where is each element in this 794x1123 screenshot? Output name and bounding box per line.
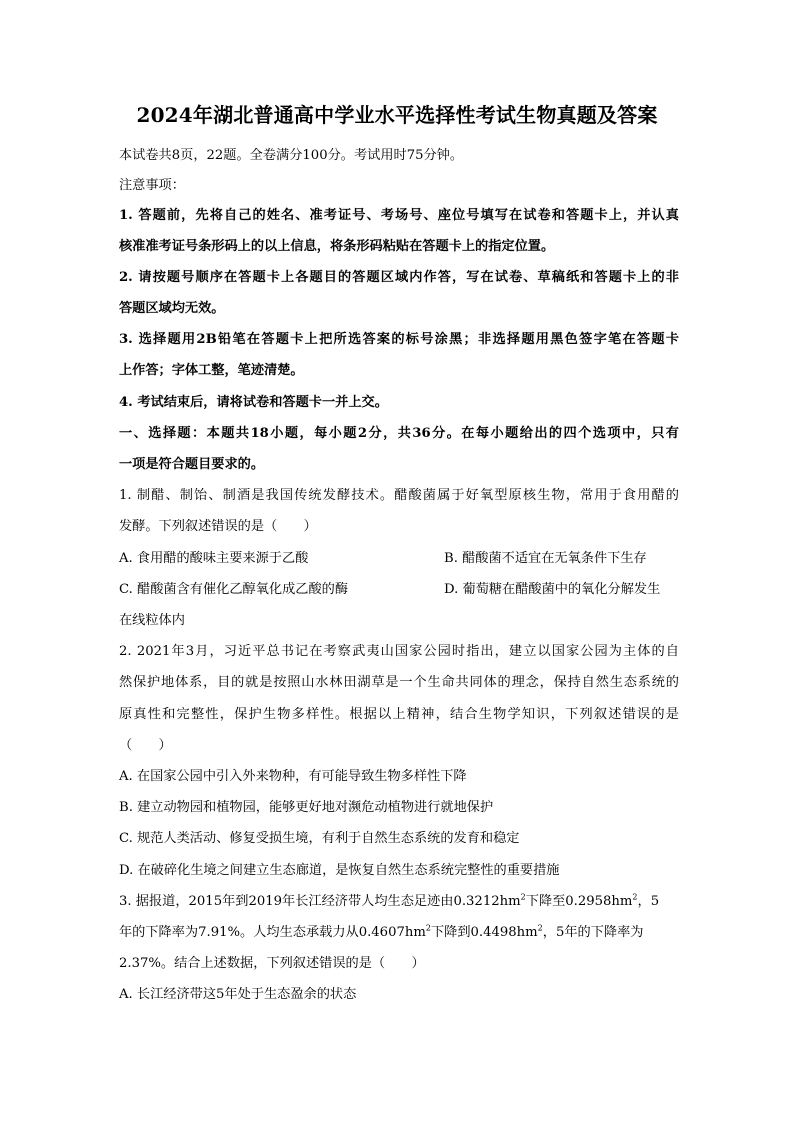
- q1-option-a: A. 食用醋的酸味主要来源于乙酸: [119, 551, 309, 566]
- exam-intro: 本试卷共8页，22题。全卷满分100分。考试用时75分钟。: [119, 148, 464, 163]
- q3-text-1c: ，5: [637, 894, 660, 909]
- q3-text-1a: 3. 据报道，2015年到2019年长江经济带人均生态足迹由0.3212hm: [119, 894, 521, 909]
- q3-sup-2: 2: [632, 892, 638, 902]
- q2-stem-line-1: 2. 2021年3月，习近平总书记在考察武夷山国家公园时指出，建立以国家公园为主体的自: [119, 644, 679, 659]
- q1-stem-line-1: 1. 制醋、制饴、制酒是我国传统发酵技术。醋酸菌属于好氧型原核生物，常用于食用醋的: [119, 488, 679, 503]
- q3-option-a: A. 长江经济带这5年处于生态盈余的状态: [119, 987, 357, 1002]
- q2-option-d: D. 在破碎化生境之间建立生态廊道，是恢复自然生态系统完整性的重要措施: [119, 863, 560, 878]
- q1-option-c: C. 醋酸菌含有催化乙醇氧化成乙酸的酶: [119, 582, 349, 597]
- q2-option-c: C. 规范人类活动、修复受损生境，有利于自然生态系统的发育和稳定: [119, 831, 520, 846]
- notice-1-line-2: 核准准考证号条形码上的以上信息，将条形码粘贴在答题卡上的指定位置。: [119, 239, 555, 254]
- q2-option-b: B. 建立动物园和植物园，能够更好地对濒危动植物进行就地保护: [119, 800, 494, 815]
- notice-2-line-1: 2. 请按题号顺序在答题卡上各题目的答题区域内作答，写在试卷、草稿纸和答题卡上的非: [119, 270, 679, 285]
- notice-2-line-2: 答题区域均无效。: [119, 301, 225, 316]
- q2-stem-line-2: 然保护地体系，目的就是按照山水林田湖草是一个生命共同体的理念，保持自然生态系统的: [119, 675, 679, 690]
- q1-option-d-cont: 在线粒体内: [119, 613, 185, 628]
- q1-option-d: D. 葡萄糖在醋酸菌中的氧化分解发生: [444, 582, 661, 597]
- notice-3-line-2: 上作答；字体工整，笔迹清楚。: [119, 363, 304, 378]
- notice-1-line-1: 1. 答题前，先将自己的姓名、准考证号、考场号、座位号填写在试卷和答题卡上，并认真: [119, 208, 679, 223]
- q1-option-b: B. 醋酸菌不适宜在无氧条件下生存: [444, 551, 647, 566]
- notice-4: 4. 考试结束后，请将试卷和答题卡一并上交。: [119, 395, 388, 410]
- q3-sup-1: 2: [520, 892, 526, 902]
- section-heading-line-2: 一项是符合题目要求的。: [119, 457, 265, 472]
- section-heading-line-1: 一、选择题：本题共18小题，每小题2分，共36分。在每小题给出的四个选项中，只有: [119, 426, 679, 441]
- q2-stem-line-4: （ ）: [119, 738, 172, 753]
- q3-stem-line-3: 2.37%。结合上述数据，下列叙述错误的是（ ）: [119, 956, 425, 971]
- q2-option-a: A. 在国家公园中引入外来物种，有可能导致生物多样性下降: [119, 769, 467, 784]
- q2-stem-line-3: 原真性和完整性，保护生物多样性。根据以上精神，结合生物学知识，下列叙述错误的是: [119, 707, 679, 722]
- q3-text-1b: 下降至0.2958hm: [525, 894, 633, 909]
- q3-sup-3: 2: [425, 923, 431, 933]
- q3-text-2c: ，5年的下降率为: [542, 925, 644, 940]
- q3-stem-line-1: [119, 892, 679, 912]
- q3-text-2a: 年的下降率为7.91%。人均生态承载力从0.4607hm: [119, 925, 426, 940]
- page-title: 2024年湖北普通高中学业水平选择性考试生物真题及答案: [136, 103, 658, 127]
- q3-stem-line-2: [119, 923, 679, 943]
- q3-sup-4: 2: [537, 923, 543, 933]
- notice-3-line-1: 3. 选择题用2B铅笔在答题卡上把所选答案的标号涂黑；非选择题用黑色签字笔在答题卡: [119, 332, 679, 347]
- q3-text-2b: 下降到0.4498hm: [430, 925, 538, 940]
- notice-heading: 注意事项：: [119, 178, 185, 193]
- q1-stem-line-2: 发酵。下列叙述错误的是（ ）: [119, 519, 317, 534]
